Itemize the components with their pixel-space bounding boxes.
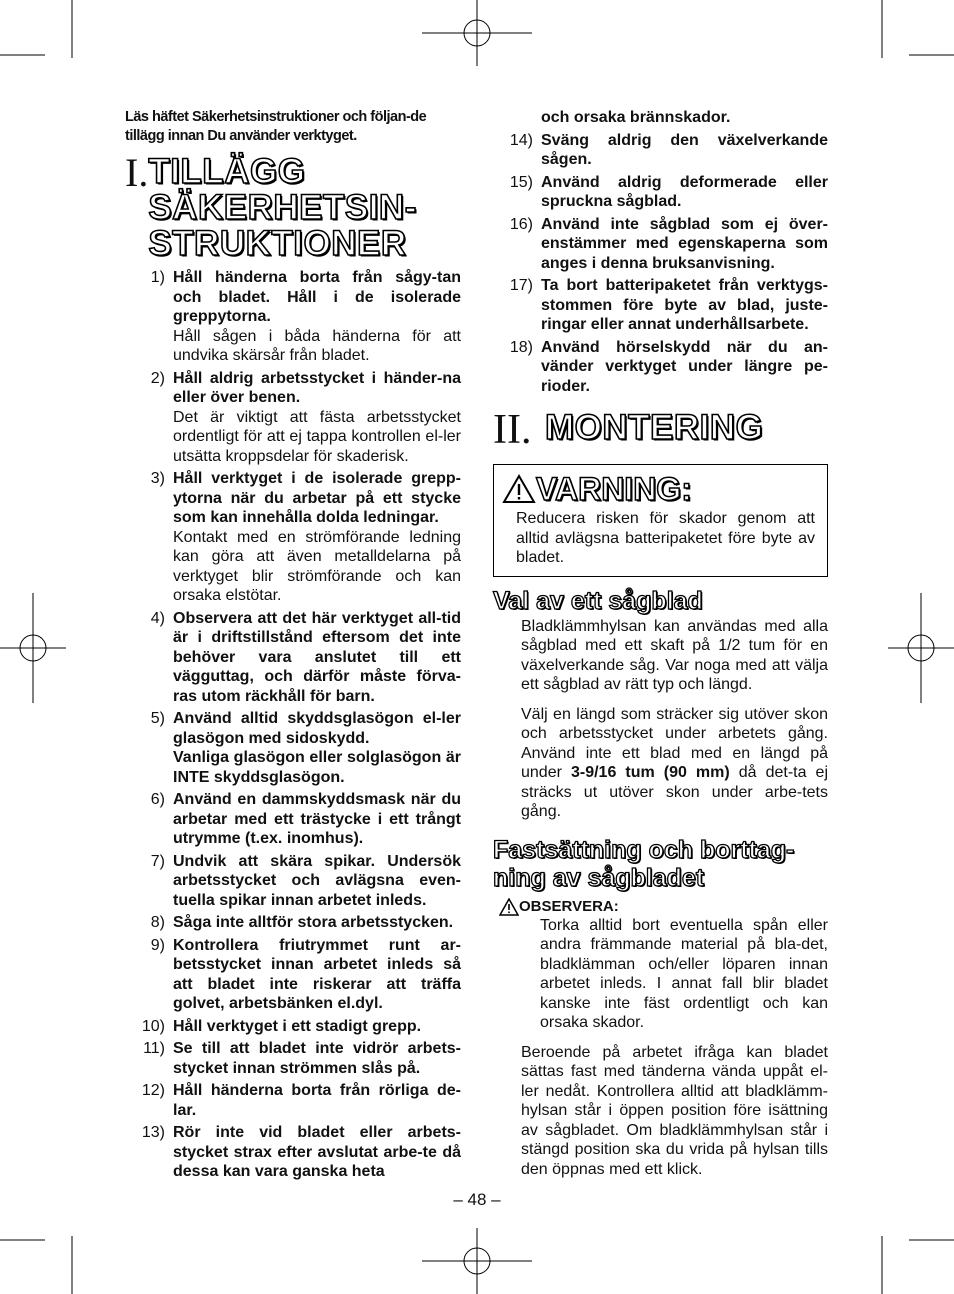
list-item	[125, 913, 461, 933]
list-item-number: 18)	[509, 338, 533, 356]
list-item-text: Håll sågen i båda händerna för att undvika skärsår från bladet.	[173, 327, 461, 364]
list-item	[493, 338, 828, 397]
list-item	[125, 1017, 461, 1037]
list-item-text: Vanliga glasögon eller solglasögon är INTE skyddsglasögon.	[173, 749, 461, 786]
list-item-bold: Använd inte sågblad som ej över-enstämmer med egenskaperna som anges i denna bruksanvisning.	[541, 215, 828, 272]
safety-list-continued	[493, 131, 828, 397]
list-item-number: 14)	[509, 131, 533, 149]
list-item-number: 6)	[150, 791, 165, 808]
list-item-number: 15)	[509, 173, 533, 191]
left-column	[125, 108, 461, 1185]
list-item	[493, 215, 828, 274]
list-item-bold: Se till att bladet inte vidrör arbets-stycket innan strömmen slås på.	[173, 1040, 461, 1077]
page-number: – 48 –	[453, 1190, 501, 1209]
list-item	[125, 609, 461, 707]
observera-text: Torka alltid bort eventuella spån eller andra främmande material på bla-det, bladklämman och/eller löparen innan arbetet inleds. I annat fall blir bladet kanske inte fäst ordentligt och kan orsaka skador.	[540, 916, 828, 1031]
list-item	[493, 131, 828, 170]
warning-box	[493, 464, 828, 577]
list-item-bold: Använd aldrig deformerade eller spruckna sågblad.	[541, 173, 828, 210]
observera-label: OBSERVERA:	[499, 898, 828, 916]
section-1-title: TILLÄGG SÄKERHETSIN-STRUKTIONER	[148, 152, 417, 263]
list-item-bold: Ta bort batteripaketet från verktygs-stommen före byte av blad, juste-ringar eller annat underhållsarbete.	[541, 277, 828, 333]
list-item	[125, 852, 461, 911]
list-item-continued: och orsaka brännskador.	[541, 109, 731, 126]
intro-text: Läs häftet Säkerhetsinstruktioner och följan-de tillägg innan Du använder verktyget.	[125, 109, 427, 144]
list-item	[493, 173, 828, 212]
warning-title: VARNING:	[536, 471, 692, 507]
warning-text: Reducera risken för skador genom att alltid avlägsna batteripaketet före byte av bladet.	[516, 510, 815, 566]
section-2-title: MONTERING	[545, 408, 764, 447]
list-item-bold: Använd en dammskyddsmask när du arbetar med ett trästycke i ett trångt utrymme (t.ex. inomhus).	[173, 791, 461, 847]
list-item-bold: Håll verktyget i de isolerade grepp-ytorna när du arbetar på ett stycke som kan innehålla dolda ledningar.	[173, 470, 461, 526]
list-item-bold: Använd alltid skyddsglasögon el-ler glasögon med sidoskydd.	[173, 710, 461, 747]
list-item	[125, 469, 461, 606]
list-item	[125, 1039, 461, 1078]
list-item-number: 17)	[509, 277, 533, 294]
list-item-number: 12)	[141, 1082, 165, 1099]
list-item	[125, 1123, 461, 1182]
list-item-number: 1)	[150, 269, 165, 286]
list-item-bold: Observera att det här verktyget all-tid är i driftstillstånd eftersom det inte behöver vara anslutet till ett vägguttag, och därför måste förva-ras utom räckhåll för barn.	[173, 609, 461, 705]
list-item	[125, 790, 461, 849]
list-item	[125, 936, 461, 1014]
caution-triangle-icon	[499, 898, 519, 916]
section-2-roman: II.	[493, 407, 532, 453]
fast-heading: Fastsättning och borttag-ning av sågbladet	[493, 835, 795, 892]
list-item-bold: Sväng aldrig den växelverkande sågen.	[541, 131, 828, 168]
list-item	[493, 276, 828, 335]
safety-list	[125, 268, 461, 1182]
val-paragraph-2: Välj en längd som sträcker sig utöver skon och arbetsstycket under arbetets gång. Använd inte ett blad med en längd på under 3-9/16 tum (90 mm) då det-ta ej sträcks ut utöver skon under arbe-tets gång.	[521, 705, 828, 820]
section-2-heading	[493, 407, 828, 453]
list-item-bold: Såga inte alltför stora arbetsstycken.	[173, 914, 454, 931]
list-item-bold: Håll händerna borta från sågy-tan och bladet. Håll i de isolerade greppytorna.	[173, 269, 461, 325]
section-1-roman: I.	[125, 150, 149, 195]
list-item-number: 10)	[141, 1017, 165, 1035]
list-item	[125, 1081, 461, 1120]
list-item-number: 3)	[150, 470, 165, 487]
val-paragraph-1: Bladklämmhylsan kan användas med alla sågblad med ett skaft på 1/2 tum för en växelverkande såg. Var noga med att välja ett sågblad av rätt typ och längd.	[521, 617, 828, 693]
list-item-bold: Använd hörselskydd när du an-vänder verktyget under längre pe-rioder.	[541, 338, 828, 395]
list-item-bold: Håll händerna borta från rörliga de-lar.	[173, 1082, 461, 1119]
list-item	[125, 268, 461, 366]
list-item-bold: Undvik att skära spikar. Undersök arbetsstycket och avlägsna even-tuella spikar innan arbetet inleds.	[173, 852, 461, 909]
list-item-bold: Håll verktyget i ett stadigt grepp.	[173, 1017, 422, 1035]
section-1-heading	[125, 150, 461, 263]
warning-triangle-icon	[502, 474, 536, 504]
list-item-text: Kontakt med en strömförande ledning kan göra att även metalldelarna på verktyget blir strömförande och kan orsaka elstötar.	[173, 528, 461, 604]
list-item-number: 5)	[150, 710, 165, 727]
right-column	[493, 108, 828, 1189]
list-item-text: Det är viktigt att fästa arbetsstycket ordentligt för att ej tappa kontrollen el-ler utsätta kroppsdelar för skaderisk.	[173, 408, 461, 465]
list-item-bold: Håll aldrig arbetsstycket i händer-na eller över benen.	[173, 369, 461, 406]
list-item-number: 16)	[509, 215, 533, 233]
list-item-number: 7)	[150, 852, 165, 870]
val-heading: Val av ett sågblad	[493, 586, 703, 615]
list-item	[125, 369, 461, 467]
fast-paragraph: Beroende på arbetet ifråga kan bladet sättas fast med tänderna vända uppåt el-ler nedåt. Kontrollera alltid att bladklämm-hylsan står i öppen position före isättning av sågbladet. Om bladklämmhylsan står i stängd position ska du vrida på hylsan tills den öppnas med ett klick.	[521, 1043, 828, 1178]
list-item-number: 2)	[150, 369, 165, 387]
list-item	[125, 709, 461, 787]
list-item-number: 11)	[143, 1040, 165, 1057]
list-item-bold: Rör inte vid bladet eller arbets-stycket strax efter avslutat arbe-te då dessa kan vara ganska heta	[173, 1124, 461, 1180]
list-item-number: 4)	[150, 609, 165, 627]
list-item-number: 13)	[141, 1124, 165, 1141]
list-item-number: 8)	[150, 914, 165, 931]
list-item-number: 9)	[150, 936, 165, 954]
list-item-bold: Kontrollera friutrymmet runt ar-betsstycket innan arbetet inleds så att bladet inte riskerar att träffa golvet, arbetsbänken el.dyl.	[173, 936, 461, 1012]
